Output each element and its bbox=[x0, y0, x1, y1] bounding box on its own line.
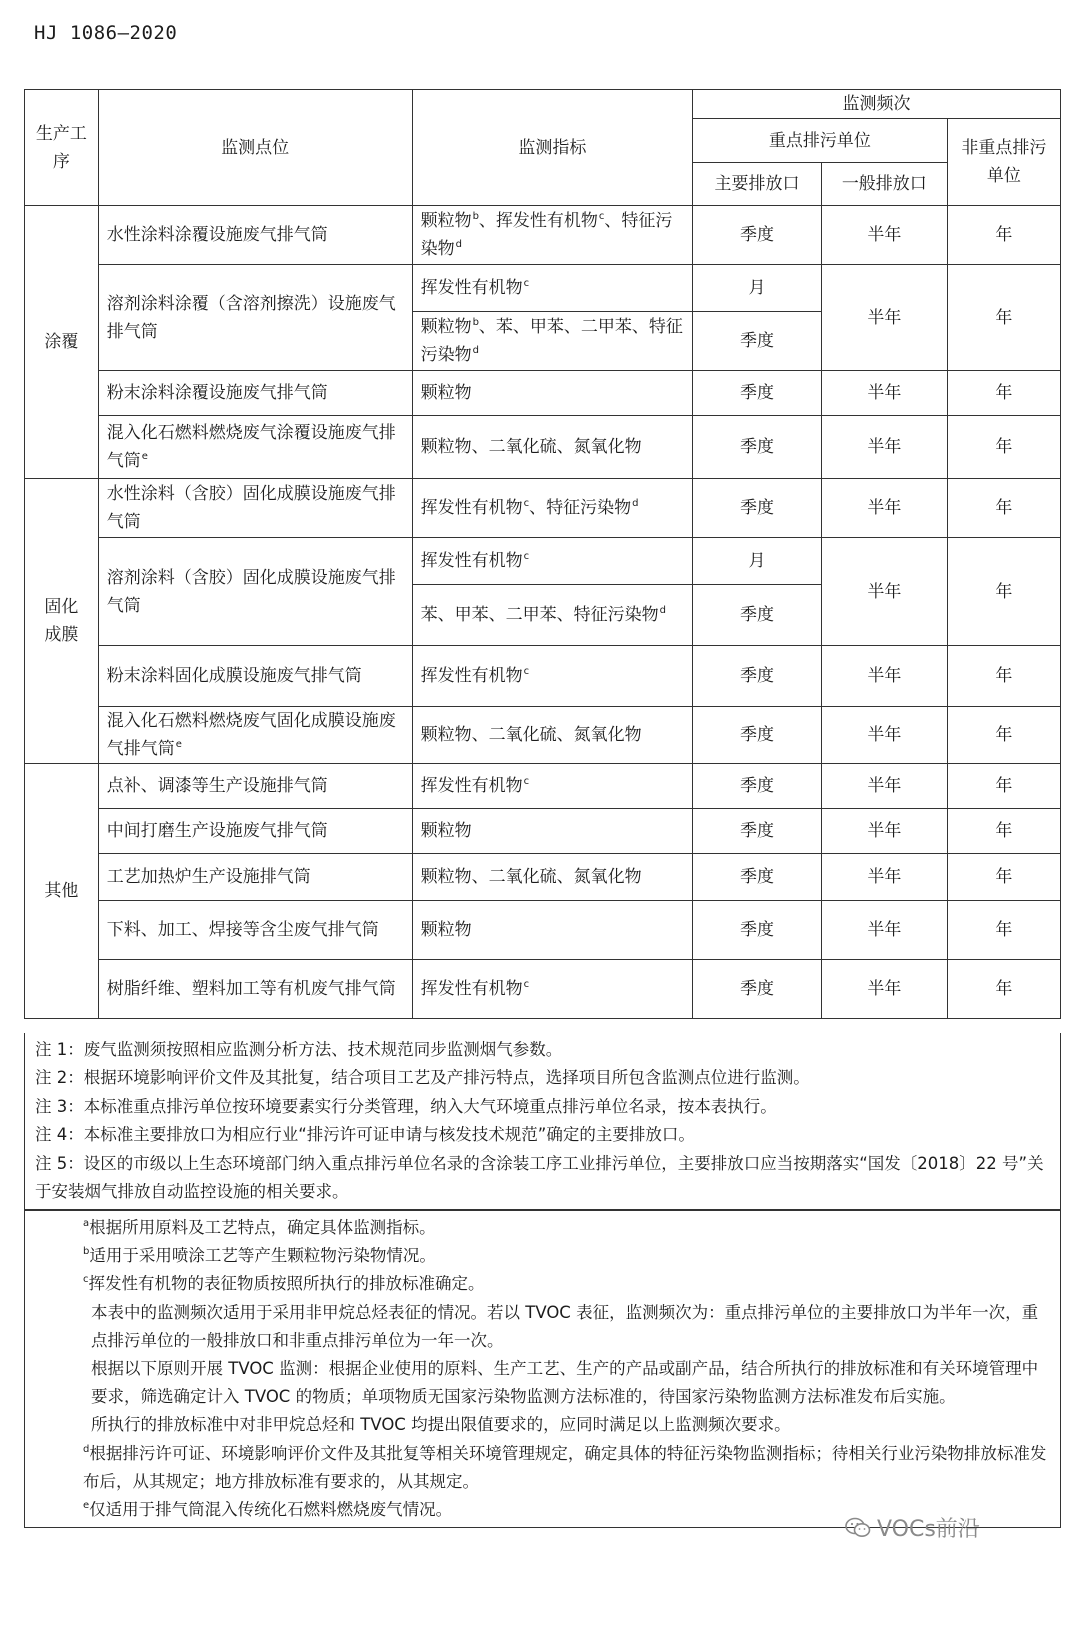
non-key-unit-frequency: 年 bbox=[947, 901, 1060, 960]
non-key-unit-frequency: 年 bbox=[947, 854, 1060, 901]
indicator-cell: 颗粒物$^b$、挥发性有机物$^c$、特征污染物$^d$ bbox=[412, 206, 693, 265]
main-outlet-frequency: 季度 bbox=[693, 646, 822, 707]
footnote-mark: d bbox=[83, 1443, 90, 1455]
monitoring-point-cell: 水性涂料涂覆设施废气排气筒 bbox=[98, 206, 412, 265]
table-row bbox=[25, 371, 1061, 416]
non-key-unit-frequency: 年 bbox=[947, 707, 1060, 764]
footnote-item bbox=[35, 1214, 1052, 1242]
general-outlet-frequency: 半年 bbox=[821, 416, 947, 479]
table-row bbox=[25, 707, 1061, 764]
indicator-cell: 挥发性有机物$^c$ bbox=[412, 538, 693, 585]
table-row bbox=[25, 809, 1061, 854]
main-outlet-frequency: 季度 bbox=[693, 901, 822, 960]
header-non-key-unit: 非重点排污单位 bbox=[947, 119, 1060, 206]
footnote-text: 挥发性有机物的表征物质按照所执行的排放标准确定。 bbox=[88, 1274, 485, 1294]
monitoring-frequency-table bbox=[24, 89, 1061, 1019]
monitoring-point-cell: 点补、调漆等生产设施排气筒 bbox=[98, 764, 412, 809]
document-code: HJ 1086—2020 bbox=[34, 22, 178, 44]
main-outlet-frequency: 月 bbox=[693, 538, 822, 585]
footnote-text: 根据以下原则开展 TVOC 监测：根据企业使用的原料、生产工艺、生产的产品或副产品，结合所执行的排放标准和有关环境管理中要求，筛选确定计入 TVOC 的物质；单项物质无国家污染物监测方法标准的，待国家污染物监测方法标准发布后实施。 bbox=[91, 1359, 1039, 1407]
header-process: 生产工序 bbox=[25, 90, 99, 206]
non-key-unit-frequency: 年 bbox=[947, 960, 1060, 1019]
note-item: 注 1：废气监测须按照相应监测分析方法、技术规范同步监测烟气参数。 bbox=[35, 1040, 563, 1059]
header-monitoring-point: 监测点位 bbox=[98, 90, 412, 206]
footnote-text: 适用于采用喷涂工艺等产生颗粒物污染物情况。 bbox=[89, 1246, 436, 1266]
main-outlet-frequency: 季度 bbox=[693, 960, 822, 1019]
footnote-mark: e bbox=[83, 1500, 90, 1512]
monitoring-point-cell: 溶剂涂料（含胶）固化成膜设施废气排气筒 bbox=[98, 538, 412, 646]
footnote-mark: a bbox=[83, 1218, 90, 1229]
main-outlet-frequency: 季度 bbox=[693, 206, 822, 265]
indicator-cell: 颗粒物 bbox=[412, 901, 693, 960]
indicator-cell: 挥发性有机物$^c$ bbox=[412, 646, 693, 707]
monitoring-point-cell: 中间打磨生产设施废气排气筒 bbox=[98, 809, 412, 854]
main-outlet-frequency: 季度 bbox=[693, 312, 822, 371]
wechat-icon bbox=[845, 1517, 871, 1539]
non-key-unit-frequency: 年 bbox=[947, 764, 1060, 809]
table-row bbox=[25, 265, 1061, 312]
table-row bbox=[25, 416, 1061, 479]
general-outlet-frequency: 半年 bbox=[821, 371, 947, 416]
header-indicator: 监测指标 bbox=[412, 90, 693, 206]
general-outlet-frequency: 半年 bbox=[821, 206, 947, 265]
general-outlet-frequency: 半年 bbox=[821, 901, 947, 960]
monitoring-point-cell: 混入化石燃料燃烧废气涂覆设施废气排气筒$^e$ bbox=[98, 416, 412, 479]
main-outlet-frequency: 季度 bbox=[693, 809, 822, 854]
process-cell: 涂覆 bbox=[25, 206, 99, 479]
indicator-cell: 挥发性有机物$^c$ bbox=[412, 960, 693, 1019]
footnote-item bbox=[35, 1242, 1052, 1270]
non-key-unit-frequency: 年 bbox=[947, 538, 1060, 646]
general-outlet-frequency: 半年 bbox=[821, 265, 947, 371]
non-key-unit-frequency: 年 bbox=[947, 646, 1060, 707]
footnote-text: 根据排污许可证、环境影响评价文件及其批复等相关环境管理规定，确定具体的特征污染物监测指标；待相关行业污染物排放标准发布后，从其规定；地方排放标准有要求的，从其规定。 bbox=[83, 1443, 1047, 1491]
note-item: 注 4：本标准主要排放口为相应行业“排污许可证申请与核发技术规范”确定的主要排放口。 bbox=[35, 1125, 695, 1145]
monitoring-point-cell: 粉末涂料涂覆设施废气排气筒 bbox=[98, 371, 412, 416]
general-outlet-frequency: 半年 bbox=[821, 764, 947, 809]
main-outlet-frequency: 季度 bbox=[693, 764, 822, 809]
watermark-text: VOCs前沿 bbox=[877, 1517, 980, 1542]
footnote-text: 根据所用原料及工艺特点，确定具体监测指标。 bbox=[89, 1218, 436, 1237]
footnote-item bbox=[35, 1440, 1052, 1496]
footnote-text: 仅适用于排气筒混入传统化石燃料燃烧废气情况。 bbox=[89, 1500, 453, 1520]
process-cell: 固化 成膜 bbox=[25, 479, 99, 764]
monitoring-point-cell: 溶剂涂料涂覆（含溶剂擦洗）设施废气排气筒 bbox=[98, 265, 412, 371]
footnote-text: 本表中的监测频次适用于采用非甲烷总烃表征的情况。若以 TVOC 表征，监测频次为：重点排污单位的主要排放口为半年一次，重点排污单位的一般排放口和非重点排污单位为一年一次。 bbox=[91, 1302, 1039, 1350]
monitoring-point-cell: 下料、加工、焊接等含尘废气排气筒 bbox=[98, 901, 412, 960]
non-key-unit-frequency: 年 bbox=[947, 265, 1060, 371]
main-outlet-frequency: 季度 bbox=[693, 416, 822, 479]
process-cell: 其他 bbox=[25, 764, 99, 1019]
footnote-item bbox=[35, 1299, 1052, 1355]
general-outlet-frequency: 半年 bbox=[821, 809, 947, 854]
main-outlet-frequency: 季度 bbox=[693, 854, 822, 901]
indicator-cell: 挥发性有机物$^c$ bbox=[412, 764, 693, 809]
footnote-mark: b bbox=[83, 1246, 90, 1258]
note-item: 注 3：本标准重点排污单位按环境要素实行分类管理，纳入大气环境重点排污单位名录，按本表执行。 bbox=[35, 1096, 777, 1116]
main-outlet-frequency: 季度 bbox=[693, 585, 822, 646]
table-row bbox=[25, 960, 1061, 1019]
footnotes-block bbox=[24, 1210, 1061, 1528]
main-outlet-frequency: 季度 bbox=[693, 479, 822, 538]
footnote-mark: c bbox=[83, 1274, 89, 1286]
general-outlet-frequency: 半年 bbox=[821, 960, 947, 1019]
table-row bbox=[25, 646, 1061, 707]
table-row bbox=[25, 764, 1061, 809]
footnote-item bbox=[35, 1355, 1052, 1411]
monitoring-point-cell: 水性涂料（含胶）固化成膜设施废气排气筒 bbox=[98, 479, 412, 538]
note-item: 注 2：根据环境影响评价文件及其批复，结合项目工艺及产排污特点，选择项目所包含监测点位进行监测。 bbox=[35, 1068, 810, 1088]
table-row bbox=[25, 538, 1061, 585]
non-key-unit-frequency: 年 bbox=[947, 479, 1060, 538]
indicator-cell: 苯、甲苯、二甲苯、特征污染物$^d$ bbox=[412, 585, 693, 646]
general-outlet-frequency: 半年 bbox=[821, 479, 947, 538]
monitoring-point-cell: 树脂纤维、塑料加工等有机废气排气筒 bbox=[98, 960, 412, 1019]
main-outlet-frequency: 月 bbox=[693, 265, 822, 312]
indicator-cell: 挥发性有机物$^c$、特征污染物$^d$ bbox=[412, 479, 693, 538]
indicator-cell: 挥发性有机物$^c$ bbox=[412, 265, 693, 312]
main-outlet-frequency: 季度 bbox=[693, 371, 822, 416]
general-outlet-frequency: 半年 bbox=[821, 646, 947, 707]
header-frequency: 监测频次 bbox=[693, 90, 1061, 119]
monitoring-point-cell: 工艺加热炉生产设施排气筒 bbox=[98, 854, 412, 901]
footnote-text: 所执行的排放标准中对非甲烷总烃和 TVOC 均提出限值要求的，应同时满足以上监测频次要求。 bbox=[91, 1415, 791, 1435]
monitoring-point-cell: 混入化石燃料燃烧废气固化成膜设施废气排气筒$^e$ bbox=[98, 707, 412, 764]
indicator-cell: 颗粒物 bbox=[412, 371, 693, 416]
header-main-outlet: 主要排放口 bbox=[693, 163, 822, 206]
monitoring-point-cell: 粉末涂料固化成膜设施废气排气筒 bbox=[98, 646, 412, 707]
indicator-cell: 颗粒物、二氧化硫、氮氧化物 bbox=[412, 854, 693, 901]
table-row bbox=[25, 206, 1061, 265]
non-key-unit-frequency: 年 bbox=[947, 206, 1060, 265]
general-outlet-frequency: 半年 bbox=[821, 854, 947, 901]
header-general-outlet: 一般排放口 bbox=[821, 163, 947, 206]
indicator-cell: 颗粒物 bbox=[412, 809, 693, 854]
footnote-item bbox=[35, 1411, 1052, 1439]
table-row bbox=[25, 901, 1061, 960]
watermark bbox=[845, 1512, 980, 1543]
footnote-item bbox=[35, 1270, 1052, 1298]
non-key-unit-frequency: 年 bbox=[947, 416, 1060, 479]
indicator-cell: 颗粒物、二氧化硫、氮氧化物 bbox=[412, 707, 693, 764]
note-item: 注 5：设区的市级以上生态环境部门纳入重点排污单位名录的含涂装工序工业排污单位，主要排放口应当按期落实“国发〔2018〕22 号”关于安装烟气排放自动监控设施的相关要求。 bbox=[35, 1153, 1044, 1202]
main-outlet-frequency: 季度 bbox=[693, 707, 822, 764]
header-key-unit: 重点排污单位 bbox=[693, 119, 948, 163]
non-key-unit-frequency: 年 bbox=[947, 371, 1060, 416]
non-key-unit-frequency: 年 bbox=[947, 809, 1060, 854]
general-outlet-frequency: 半年 bbox=[821, 707, 947, 764]
table-row bbox=[25, 854, 1061, 901]
table-row bbox=[25, 479, 1061, 538]
indicator-cell: 颗粒物、二氧化硫、氮氧化物 bbox=[412, 416, 693, 479]
notes-block bbox=[24, 1033, 1061, 1210]
general-outlet-frequency: 半年 bbox=[821, 538, 947, 646]
indicator-cell: 颗粒物$^b$、苯、甲苯、二甲苯、特征污染物$^d$ bbox=[412, 312, 693, 371]
